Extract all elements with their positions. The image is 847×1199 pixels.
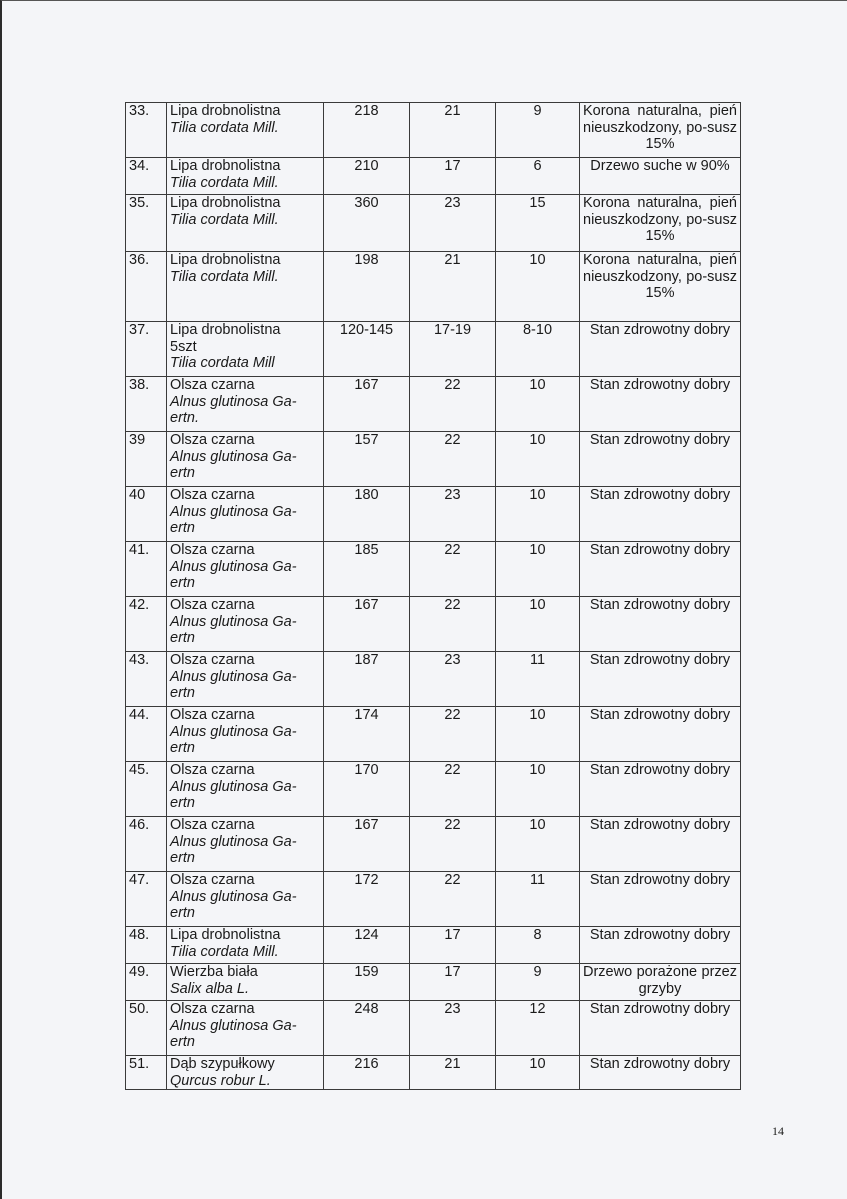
species-cell xyxy=(167,597,324,652)
species-cell xyxy=(167,1001,324,1056)
common-name: Wierzba biała xyxy=(170,964,258,980)
value-b: 22 xyxy=(410,542,496,597)
condition-note: Stan zdrowotny dobry xyxy=(580,817,741,872)
table-row xyxy=(126,1056,741,1090)
common-name: Lipa drobnolistna xyxy=(170,195,281,211)
value-c: 10 xyxy=(496,487,580,542)
value-b: 23 xyxy=(410,652,496,707)
row-number: 47. xyxy=(126,872,167,927)
latin-name: Alnus glutinosa Ga-ertn. xyxy=(170,393,297,426)
value-c: 10 xyxy=(496,817,580,872)
condition-note: Stan zdrowotny dobry xyxy=(580,1001,741,1056)
condition-note: Stan zdrowotny dobry xyxy=(580,432,741,487)
species-cell xyxy=(167,432,324,487)
row-number: 50. xyxy=(126,1001,167,1056)
species-cell xyxy=(167,652,324,707)
species-cell xyxy=(167,377,324,432)
table-row xyxy=(126,103,741,158)
condition-note: Stan zdrowotny dobry xyxy=(580,762,741,817)
value-b: 23 xyxy=(410,1001,496,1056)
value-b: 22 xyxy=(410,817,496,872)
common-name: Olsza czarna xyxy=(170,432,255,448)
common-name: Olsza czarna xyxy=(170,817,255,833)
species-cell xyxy=(167,158,324,195)
row-number: 44. xyxy=(126,707,167,762)
table-row xyxy=(126,158,741,195)
row-number: 33. xyxy=(126,103,167,158)
value-a: 185 xyxy=(324,542,410,597)
value-c: 10 xyxy=(496,1056,580,1090)
value-c: 10 xyxy=(496,252,580,322)
species-cell xyxy=(167,817,324,872)
row-number: 46. xyxy=(126,817,167,872)
value-b: 22 xyxy=(410,872,496,927)
value-c: 11 xyxy=(496,872,580,927)
quantity-note: 5szt xyxy=(170,338,197,355)
condition-note: Stan zdrowotny dobry xyxy=(580,542,741,597)
value-b: 17 xyxy=(410,158,496,195)
common-name: Olsza czarna xyxy=(170,377,255,393)
value-c: 10 xyxy=(496,597,580,652)
condition-note: Stan zdrowotny dobry xyxy=(580,927,741,964)
common-name: Olsza czarna xyxy=(170,652,255,668)
value-c: 8 xyxy=(496,927,580,964)
row-number: 34. xyxy=(126,158,167,195)
latin-name: Alnus glutinosa Ga-ertn xyxy=(170,668,297,701)
common-name: Lipa drobnolistna xyxy=(170,158,281,174)
latin-name: Tilia cordata Mill. xyxy=(170,174,279,191)
row-number: 43. xyxy=(126,652,167,707)
common-name: Olsza czarna xyxy=(170,542,255,558)
table-row xyxy=(126,377,741,432)
row-number: 39 xyxy=(126,432,167,487)
species-cell xyxy=(167,762,324,817)
value-c: 10 xyxy=(496,377,580,432)
value-b: 21 xyxy=(410,1056,496,1090)
common-name: Lipa drobnolistna xyxy=(170,252,281,268)
value-b: 23 xyxy=(410,487,496,542)
common-name: Olsza czarna xyxy=(170,1001,255,1017)
row-number: 45. xyxy=(126,762,167,817)
value-a: 218 xyxy=(324,103,410,158)
table-row xyxy=(126,964,741,1001)
value-c: 6 xyxy=(496,158,580,195)
species-cell xyxy=(167,927,324,964)
value-b: 22 xyxy=(410,707,496,762)
value-b: 21 xyxy=(410,252,496,322)
condition-note: Drzewo porażone przez grzyby xyxy=(580,964,741,1001)
common-name: Olsza czarna xyxy=(170,487,255,503)
latin-name: Alnus glutinosa Ga-ertn xyxy=(170,558,297,591)
row-number: 42. xyxy=(126,597,167,652)
species-cell xyxy=(167,195,324,252)
table-row xyxy=(126,322,741,377)
value-c: 11 xyxy=(496,652,580,707)
condition-note: Stan zdrowotny dobry xyxy=(580,597,741,652)
condition-note: Stan zdrowotny dobry xyxy=(580,872,741,927)
value-b: 17 xyxy=(410,927,496,964)
value-b: 22 xyxy=(410,762,496,817)
table-row xyxy=(126,762,741,817)
value-c: 9 xyxy=(496,964,580,1001)
table-row xyxy=(126,707,741,762)
value-c: 10 xyxy=(496,432,580,487)
table-row xyxy=(126,487,741,542)
value-a: 216 xyxy=(324,1056,410,1090)
table-row xyxy=(126,872,741,927)
latin-name: Tilia cordata Mill. xyxy=(170,119,279,136)
row-number: 38. xyxy=(126,377,167,432)
page-number: 14 xyxy=(772,1124,784,1138)
value-a: 124 xyxy=(324,927,410,964)
latin-name: Tilia cordata Mill. xyxy=(170,268,279,285)
row-number: 35. xyxy=(126,195,167,252)
common-name: Olsza czarna xyxy=(170,762,255,778)
table-row xyxy=(126,252,741,322)
species-cell xyxy=(167,542,324,597)
species-cell xyxy=(167,707,324,762)
latin-name: Alnus glutinosa Ga-ertn xyxy=(170,723,297,756)
species-cell xyxy=(167,103,324,158)
latin-name: Tilia cordata Mill. xyxy=(170,943,279,960)
value-b: 23 xyxy=(410,195,496,252)
latin-name: Alnus glutinosa Ga-ertn xyxy=(170,833,297,866)
common-name: Olsza czarna xyxy=(170,597,255,613)
latin-name: Alnus glutinosa Ga-ertn xyxy=(170,503,297,536)
row-number: 36. xyxy=(126,252,167,322)
latin-name: Tilia cordata Mill. xyxy=(170,211,279,228)
value-a: 210 xyxy=(324,158,410,195)
table-row xyxy=(126,927,741,964)
latin-name: Alnus glutinosa Ga-ertn xyxy=(170,1017,297,1050)
condition-note: Korona naturalna, pień nieuszkodzony, po-susz 15% xyxy=(580,103,741,158)
condition-note: Stan zdrowotny dobry xyxy=(580,1056,741,1090)
row-number: 37. xyxy=(126,322,167,377)
latin-name: Qurcus robur L. xyxy=(170,1072,271,1089)
table-row xyxy=(126,652,741,707)
value-a: 174 xyxy=(324,707,410,762)
value-a: 180 xyxy=(324,487,410,542)
latin-name: Alnus glutinosa Ga-ertn xyxy=(170,613,297,646)
condition-note: Korona naturalna, pień nieuszkodzony, po-susz 15% xyxy=(580,195,741,252)
row-number: 41. xyxy=(126,542,167,597)
value-a: 360 xyxy=(324,195,410,252)
row-number: 40 xyxy=(126,487,167,542)
species-cell xyxy=(167,964,324,1001)
row-number: 51. xyxy=(126,1056,167,1090)
value-a: 187 xyxy=(324,652,410,707)
value-a: 157 xyxy=(324,432,410,487)
value-a: 167 xyxy=(324,817,410,872)
species-cell xyxy=(167,322,324,377)
condition-note: Stan zdrowotny dobry xyxy=(580,487,741,542)
value-c: 9 xyxy=(496,103,580,158)
latin-name: Salix alba L. xyxy=(170,980,249,997)
table-row xyxy=(126,1001,741,1056)
latin-name: Alnus glutinosa Ga-ertn xyxy=(170,448,297,481)
value-b: 17 xyxy=(410,964,496,1001)
table-body xyxy=(126,103,741,1090)
table-row xyxy=(126,817,741,872)
common-name: Lipa drobnolistna xyxy=(170,103,281,119)
common-name: Olsza czarna xyxy=(170,872,255,888)
value-b: 17-19 xyxy=(410,322,496,377)
condition-note: Stan zdrowotny dobry xyxy=(580,322,741,377)
tree-inventory-table xyxy=(125,102,741,1090)
value-c: 12 xyxy=(496,1001,580,1056)
table-row xyxy=(126,432,741,487)
value-c: 10 xyxy=(496,542,580,597)
species-cell xyxy=(167,252,324,322)
value-a: 159 xyxy=(324,964,410,1001)
condition-note: Stan zdrowotny dobry xyxy=(580,377,741,432)
value-b: 22 xyxy=(410,597,496,652)
value-a: 167 xyxy=(324,377,410,432)
value-c: 10 xyxy=(496,762,580,817)
latin-name: Alnus glutinosa Ga-ertn xyxy=(170,778,297,811)
common-name: Dąb szypułkowy xyxy=(170,1056,275,1072)
common-name: Lipa drobnolistna xyxy=(170,322,281,338)
value-b: 22 xyxy=(410,432,496,487)
condition-note: Korona naturalna, pień nieuszkodzony, po-susz 15% xyxy=(580,252,741,322)
species-cell xyxy=(167,1056,324,1090)
latin-name: Alnus glutinosa Ga-ertn xyxy=(170,888,297,921)
value-c: 15 xyxy=(496,195,580,252)
condition-note: Drzewo suche w 90% xyxy=(580,158,741,195)
table-row xyxy=(126,542,741,597)
table-row xyxy=(126,597,741,652)
value-a: 167 xyxy=(324,597,410,652)
value-a: 172 xyxy=(324,872,410,927)
value-a: 198 xyxy=(324,252,410,322)
table-row xyxy=(126,195,741,252)
condition-note: Stan zdrowotny dobry xyxy=(580,707,741,762)
latin-name: Tilia cordata Mill xyxy=(170,355,275,371)
species-cell xyxy=(167,872,324,927)
species-cell xyxy=(167,487,324,542)
value-b: 22 xyxy=(410,377,496,432)
common-name: Olsza czarna xyxy=(170,707,255,723)
row-number: 49. xyxy=(126,964,167,1001)
value-c: 8-10 xyxy=(496,322,580,377)
common-name: Lipa drobnolistna xyxy=(170,927,281,943)
value-c: 10 xyxy=(496,707,580,762)
row-number: 48. xyxy=(126,927,167,964)
value-a: 120-145 xyxy=(324,322,410,377)
value-b: 21 xyxy=(410,103,496,158)
condition-note: Stan zdrowotny dobry xyxy=(580,652,741,707)
value-a: 170 xyxy=(324,762,410,817)
value-a: 248 xyxy=(324,1001,410,1056)
